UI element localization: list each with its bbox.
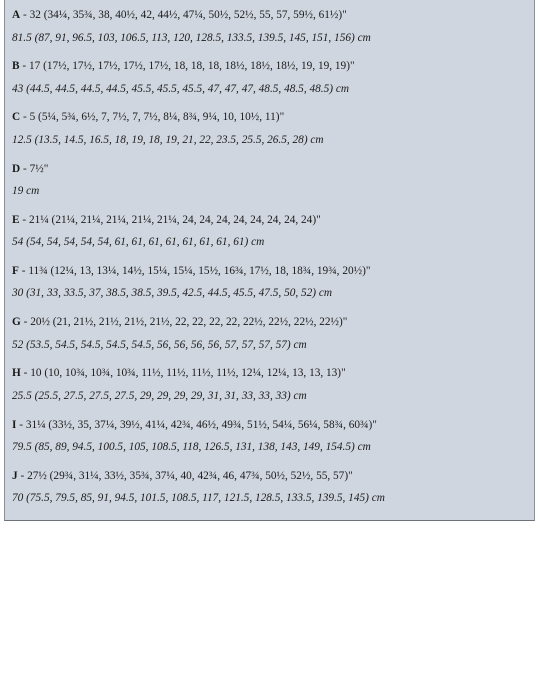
measurement-entry-f (12, 260, 534, 311)
measurements-panel (4, 0, 535, 521)
measurement-entry-j (12, 465, 534, 516)
imperial-value: - 21¼ (21¼, 21¼, 21¼, 21¼, 21¼, 24, 24, 24, 24, 24, 24, 24, 24)" (19, 213, 321, 226)
metric-value: 25.5 (25.5, 27.5, 27.5, 27.5, 29, 29, 29, 29, 31, 31, 33, 33, 33) cm (12, 389, 307, 402)
metric-value: 52 (53.5, 54.5, 54.5, 54.5, 54.5, 56, 56, 56, 56, 57, 57, 57, 57) cm (12, 338, 307, 351)
measurement-entry-e (12, 209, 534, 260)
imperial-line (12, 414, 534, 437)
measurement-letter: D (12, 162, 21, 175)
measurement-entry-i (12, 414, 534, 465)
measurement-letter: H (12, 367, 21, 380)
measurement-letter: C (12, 111, 21, 124)
metric-value: 81.5 (87, 91, 96.5, 103, 106.5, 113, 120, 128.5, 133.5, 139.5, 145, 151, 156) cm (12, 31, 371, 44)
imperial-line (12, 106, 534, 129)
measurement-entry-g (12, 311, 534, 362)
imperial-line (12, 260, 534, 283)
measurement-letter: A (12, 9, 21, 21)
imperial-line (12, 209, 534, 232)
imperial-line (12, 55, 534, 78)
imperial-value: - 31¼ (33½, 35, 37¼, 39½, 41¼, 42¾, 46½, 49¾, 51½, 54¼, 56¼, 58¾, 60¾)" (16, 418, 377, 431)
metric-value: 12.5 (13.5, 14.5, 16.5, 18, 19, 18, 19, 21, 22, 23.5, 25.5, 26.5, 28) cm (12, 133, 324, 146)
measurement-entry-h (12, 362, 534, 413)
imperial-value: - 20½ (21, 21½, 21½, 21½, 21½, 22, 22, 22, 22, 22½, 22½, 22½, 22½)" (20, 316, 348, 329)
imperial-value: - 7½" (20, 162, 49, 175)
measurement-entry-c (12, 106, 534, 157)
imperial-line (12, 311, 534, 334)
measurement-letter: B (12, 60, 20, 73)
imperial-value: - 17 (17½, 17½, 17½, 17½, 17½, 18, 18, 18, 18½, 18½, 18½, 19, 19, 19)" (19, 60, 355, 73)
metric-value: 19 cm (12, 185, 40, 198)
measurement-entry-d (12, 158, 534, 209)
measurement-entry-a (12, 4, 534, 55)
imperial-value: - 10 (10, 10¾, 10¾, 10¾, 11½, 11½, 11½, 11½, 12¼, 12¼, 13, 13, 13)" (20, 367, 346, 380)
imperial-value: - 32 (34¼, 35¾, 38, 40½, 42, 44½, 47¼, 50½, 52½, 55, 57, 59½, 61½)" (20, 9, 347, 21)
metric-value: 70 (75.5, 79.5, 85, 91, 94.5, 101.5, 108.5, 117, 121.5, 128.5, 133.5, 139.5, 145) cm (12, 492, 385, 505)
measurement-letter: E (12, 213, 20, 226)
imperial-value: - 5 (5¼, 5¾, 6½, 7, 7½, 7, 7½, 8¼, 8¾, 9¼, 10, 10½, 11)" (20, 111, 285, 124)
imperial-line (12, 158, 534, 181)
measurement-entry-b (12, 55, 534, 106)
metric-value: 43 (44.5, 44.5, 44.5, 44.5, 45.5, 45.5, 45.5, 47, 47, 47, 48.5, 48.5, 48.5) cm (12, 82, 350, 95)
measurement-letter: I (12, 418, 17, 431)
metric-value: 79.5 (85, 89, 94.5, 100.5, 105, 108.5, 118, 126.5, 131, 138, 143, 149, 154.5) cm (12, 441, 371, 453)
metric-value: 54 (54, 54, 54, 54, 54, 61, 61, 61, 61, 61, 61, 61, 61) cm (12, 236, 265, 249)
imperial-value: - 27½ (29¾, 31¼, 33½, 35¾, 37¼, 40, 42¾, 46, 47¾, 50½, 52½, 55, 57)" (17, 469, 353, 482)
measurement-letter: G (12, 316, 21, 329)
measurement-letter: J (12, 469, 18, 482)
metric-value: 30 (31, 33, 33.5, 37, 38.5, 38.5, 39.5, 42.5, 44.5, 45.5, 47.5, 50, 52) cm (12, 287, 333, 300)
imperial-line (12, 4, 534, 27)
measurement-letter: F (12, 264, 19, 277)
imperial-line (12, 362, 534, 385)
imperial-line (12, 465, 534, 488)
imperial-value: - 11¾ (12¼, 13, 13¼, 14½, 15¼, 15¼, 15½, 16¾, 17½, 18, 18¾, 19¾, 20½)" (18, 264, 371, 277)
